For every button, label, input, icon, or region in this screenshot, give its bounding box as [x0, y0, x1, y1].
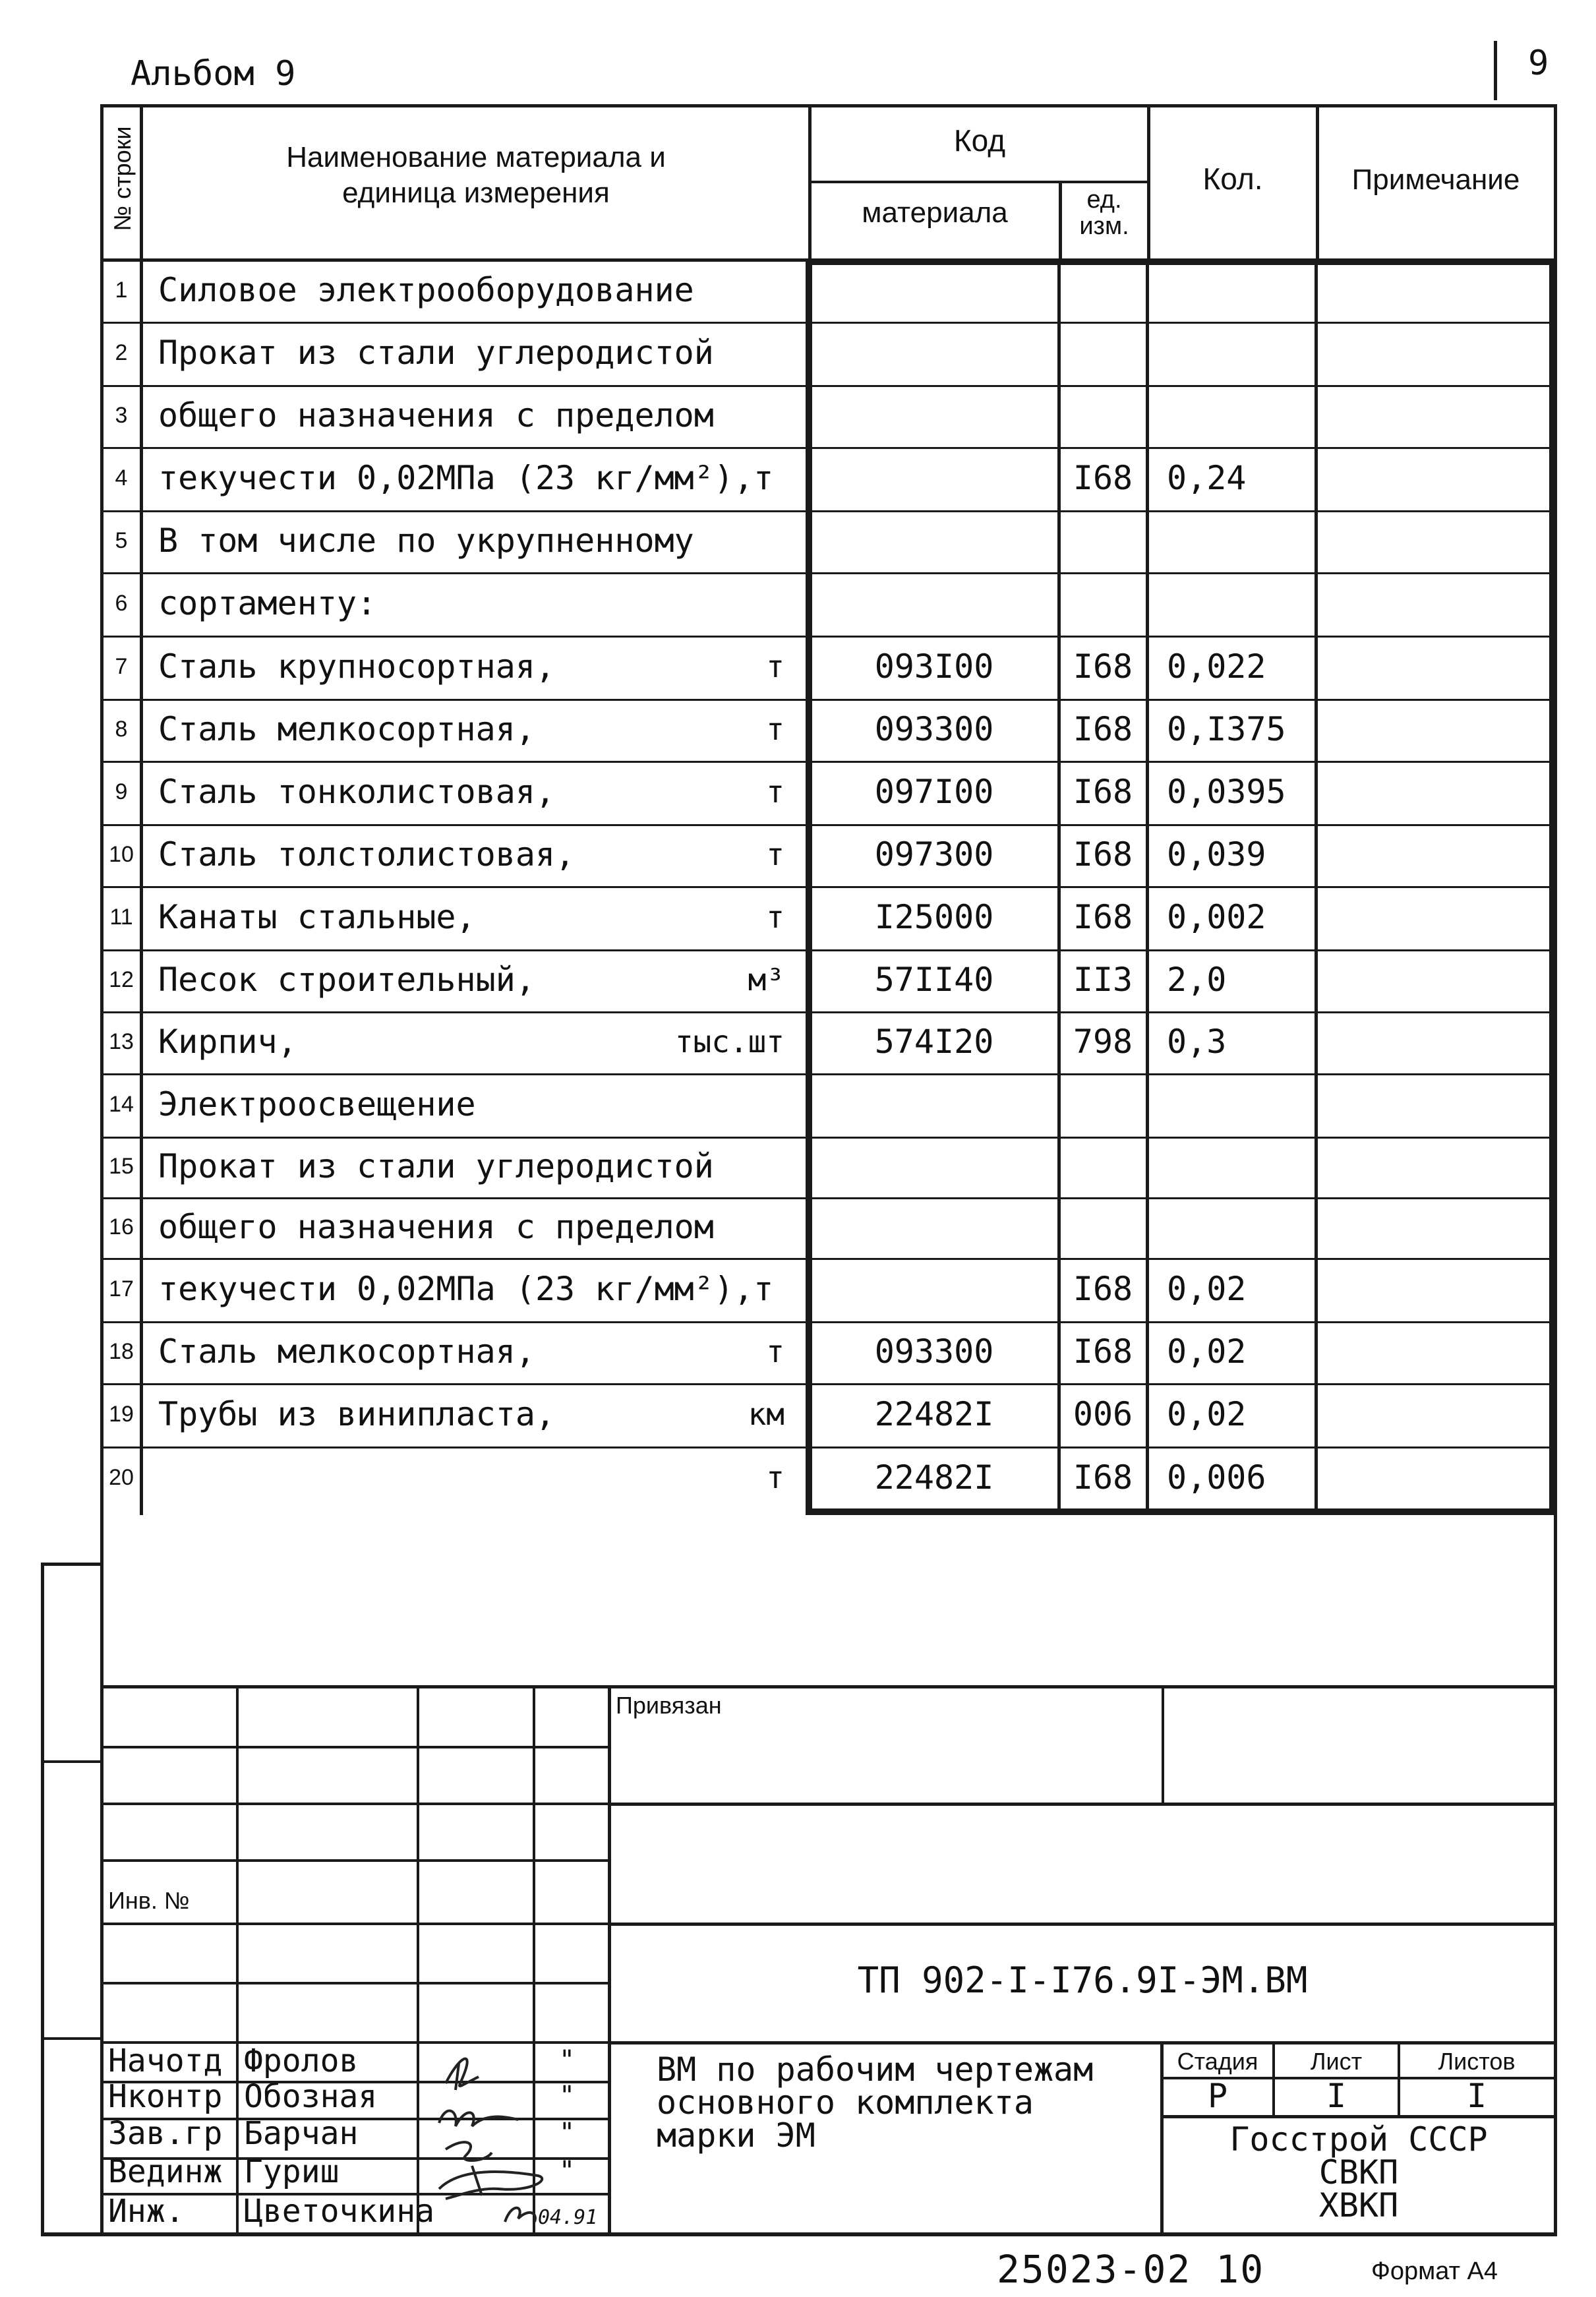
signer-name: Барчан	[244, 2115, 359, 2152]
unit-code: I68	[1073, 459, 1133, 497]
row-number: 2	[115, 340, 128, 365]
material-code: 093I00	[874, 647, 994, 686]
material-unit: км	[748, 1396, 784, 1432]
material-name: Сталь мелкосортная,	[158, 710, 535, 748]
note-header: Примечание	[1351, 164, 1520, 196]
quantity: 0,022	[1167, 647, 1266, 686]
row-divider	[100, 824, 1557, 826]
stamp-top-line	[100, 1685, 1557, 1688]
drawing-title-line3: марки ЭМ	[657, 2116, 815, 2155]
side-frame-top	[41, 1563, 103, 1566]
row-number: 4	[115, 465, 128, 491]
signature-date: 04.91	[538, 2206, 598, 2229]
privyazan-divider	[1162, 1685, 1164, 1804]
material-code: 097I00	[874, 773, 994, 811]
row-number: 10	[109, 842, 134, 867]
material-name: Трубы из винипласта,	[158, 1395, 556, 1433]
privyazan-bottom	[608, 1803, 1557, 1806]
unit-code: I68	[1073, 898, 1133, 936]
material-name: сортаменту:	[158, 584, 377, 622]
header-col-no	[140, 104, 143, 1515]
signer-name: Фролов	[244, 2043, 359, 2079]
row-divider	[100, 1383, 1557, 1385]
org-line2: СВКП	[1318, 2153, 1399, 2192]
material-unit: тыс.шт	[674, 1024, 784, 1059]
row-number: 18	[109, 1339, 134, 1364]
row-number: 9	[115, 779, 128, 804]
row-divider	[100, 1321, 1557, 1323]
unit-code: I68	[1073, 647, 1133, 686]
stage-label: Стадия	[1177, 2048, 1258, 2075]
page-number-divider	[1494, 41, 1497, 100]
row-number: 12	[109, 967, 134, 992]
signer-date-mark: "	[559, 2045, 576, 2075]
row-divider	[100, 385, 1557, 387]
unit-code: I68	[1073, 1458, 1133, 1497]
signer-name: Цветочкина	[244, 2193, 434, 2230]
row-divider	[100, 761, 1557, 763]
signature-barchan	[446, 2142, 492, 2161]
material-code: 22482I	[874, 1458, 994, 1497]
side-frame-mid2	[41, 2037, 103, 2040]
material-unit: т	[766, 774, 784, 810]
quantity: 0,24	[1167, 459, 1247, 497]
format-label: Формат А4	[1371, 2257, 1498, 2285]
quantity: 0,02	[1167, 1332, 1247, 1371]
quantity: 0,002	[1167, 898, 1266, 936]
row-divider	[100, 1197, 1557, 1199]
material-name: Кирпич,	[158, 1023, 297, 1061]
material-code: I25000	[874, 898, 994, 936]
material-name: Силовое электрооборудование	[158, 271, 694, 309]
material-name: текучести 0,02МПа (23 кг/мм²),т	[158, 1270, 774, 1308]
unit-code-header-line1: ед.	[1086, 186, 1122, 214]
signer-name: Обозная	[244, 2078, 378, 2115]
quantity: 2,0	[1167, 961, 1227, 999]
sheet-value: I	[1326, 2077, 1347, 2115]
stage-value: Р	[1207, 2077, 1228, 2115]
material-name: Канаты стальные,	[158, 898, 476, 936]
material-unit: м³	[748, 962, 784, 998]
sheet-label: Лист	[1310, 2048, 1363, 2075]
quantity: 0,039	[1167, 835, 1266, 874]
name-header-line2: единица измерения	[342, 177, 610, 209]
album-title: Альбом 9	[131, 54, 296, 94]
material-code: 574I20	[874, 1023, 994, 1061]
row-number: 8	[115, 717, 128, 742]
archive-number: 25023-02 10	[997, 2247, 1265, 2292]
material-code: 097300	[874, 835, 994, 874]
unit-code: I68	[1073, 710, 1133, 748]
row-divider	[100, 510, 1557, 512]
material-unit: т	[766, 1460, 784, 1495]
signer-name: Гуриш	[244, 2153, 340, 2190]
quantity: 0,I375	[1167, 710, 1286, 748]
row-divider	[100, 1447, 1557, 1448]
sheets-label: Листов	[1438, 2048, 1516, 2075]
unit-code: I68	[1073, 1332, 1133, 1371]
row-number: 20	[109, 1465, 134, 1490]
material-name: Прокат из стали углеродистой	[158, 334, 714, 372]
row-divider	[100, 1137, 1557, 1139]
table-left-border	[100, 104, 103, 2235]
row-number: 16	[109, 1214, 134, 1239]
drawing-title-line2: основного комплекта	[657, 2083, 1034, 2122]
row-number: 3	[115, 403, 128, 428]
signer-role: Зав.гр	[108, 2115, 223, 2152]
page-number: 9	[1528, 44, 1549, 83]
material-unit: т	[766, 711, 784, 747]
quantity: 0,3	[1167, 1023, 1227, 1061]
material-name: текучести 0,02МПа (23 кг/мм²),т	[158, 459, 774, 497]
row-divider	[100, 572, 1557, 574]
material-name: Прокат из стали углеродистой	[158, 1147, 714, 1185]
row-number-header: № строки	[109, 126, 136, 231]
signer-role: Нконтр	[108, 2078, 223, 2115]
row-number: 14	[109, 1092, 134, 1117]
frame-bottom	[41, 2232, 1557, 2236]
row-divider	[100, 322, 1557, 324]
material-name: В том числе по укрупненному	[158, 522, 694, 560]
table-top-border	[100, 104, 1557, 107]
material-unit: т	[766, 837, 784, 872]
row-number: 6	[115, 591, 128, 616]
unit-code: 798	[1073, 1023, 1133, 1061]
row-number: 11	[109, 905, 133, 930]
body-frame-top	[806, 258, 1557, 265]
signer-date-mark: "	[559, 2081, 576, 2111]
material-unit: т	[766, 649, 784, 684]
quantity: 0,02	[1167, 1395, 1247, 1433]
row-divider	[100, 699, 1557, 701]
signer-role: Инж.	[108, 2193, 185, 2230]
material-name: Сталь толстолистовая,	[158, 835, 576, 874]
material-name: общего назначения с пределом	[158, 1208, 714, 1246]
material-unit: т	[766, 899, 784, 935]
row-number: 15	[109, 1154, 134, 1179]
signer-date-mark: "	[559, 2118, 576, 2148]
material-name: общего назначения с пределом	[158, 396, 714, 434]
stage-value-line	[1160, 2115, 1556, 2118]
doc-code-bottom	[608, 2041, 1557, 2044]
row-divider	[100, 1258, 1557, 1260]
material-code: 093300	[874, 710, 994, 748]
row-number: 5	[115, 528, 128, 553]
signer-date-mark: "	[559, 2156, 576, 2186]
header-code-split	[808, 181, 1148, 183]
unit-code: II3	[1073, 961, 1133, 999]
org-line1: Госстрой СССР	[1229, 2120, 1488, 2159]
doc-code-top	[608, 1923, 1557, 1926]
side-frame-mid1	[41, 1760, 103, 1763]
signature-oboznaya	[439, 2110, 518, 2126]
material-name: Песок строительный,	[158, 961, 535, 999]
row-divider	[100, 1011, 1557, 1013]
unit-code: I68	[1073, 1270, 1133, 1308]
unit-code: I68	[1073, 835, 1133, 874]
stamp-col-1	[236, 1685, 239, 2232]
row-number: 13	[109, 1029, 134, 1054]
quantity: 0,006	[1167, 1458, 1266, 1497]
material-name: Сталь тонколистовая,	[158, 773, 556, 811]
material-unit: т	[766, 1334, 784, 1369]
row-number: 7	[115, 654, 128, 679]
unit-code: I68	[1073, 773, 1133, 811]
material-name: Сталь мелкосортная,	[158, 1332, 535, 1371]
org-line3: ХВКП	[1318, 2186, 1399, 2224]
unit-code: 006	[1073, 1395, 1133, 1433]
row-divider	[100, 447, 1557, 449]
signature-frolov	[446, 2059, 479, 2090]
signer-role: Начотд	[108, 2043, 223, 2079]
material-code-header: материала	[862, 196, 1008, 229]
material-name: Электроосвещение	[158, 1085, 476, 1123]
row-divider	[100, 1073, 1557, 1075]
name-header-line1: Наименование материала и	[286, 141, 666, 173]
signature-tsvetochkina	[505, 2208, 535, 2222]
inventory-number-label: Инв. №	[108, 1887, 190, 1914]
side-frame-left	[41, 1563, 44, 2235]
signer-role: Вединж	[108, 2153, 223, 2190]
signature-gurish	[439, 2166, 542, 2199]
drawing-title-line1: ВМ по рабочим чертежам	[657, 2050, 1094, 2089]
body-frame-bottom	[806, 1508, 1557, 1515]
privyazan-label: Привязан	[616, 1692, 722, 1719]
row-divider	[100, 886, 1557, 888]
material-name: Сталь крупносортная,	[158, 647, 556, 686]
material-code: 093300	[874, 1332, 994, 1371]
document-code: ТП 902-I-I76.9I-ЭМ.ВМ	[857, 1959, 1308, 2001]
material-code: 22482I	[874, 1395, 994, 1433]
quantity-header: Кол.	[1202, 162, 1263, 196]
row-divider	[100, 949, 1557, 951]
code-header: Код	[953, 123, 1006, 158]
row-number: 1	[115, 278, 128, 303]
quantity: 0,0395	[1167, 773, 1286, 811]
sheets-value: I	[1466, 2077, 1487, 2115]
unit-code-header-line2: изм.	[1079, 212, 1129, 240]
row-number: 19	[109, 1402, 134, 1427]
row-number: 17	[109, 1276, 134, 1301]
row-divider	[100, 636, 1557, 638]
quantity: 0,02	[1167, 1270, 1247, 1308]
material-code: 57II40	[874, 961, 994, 999]
